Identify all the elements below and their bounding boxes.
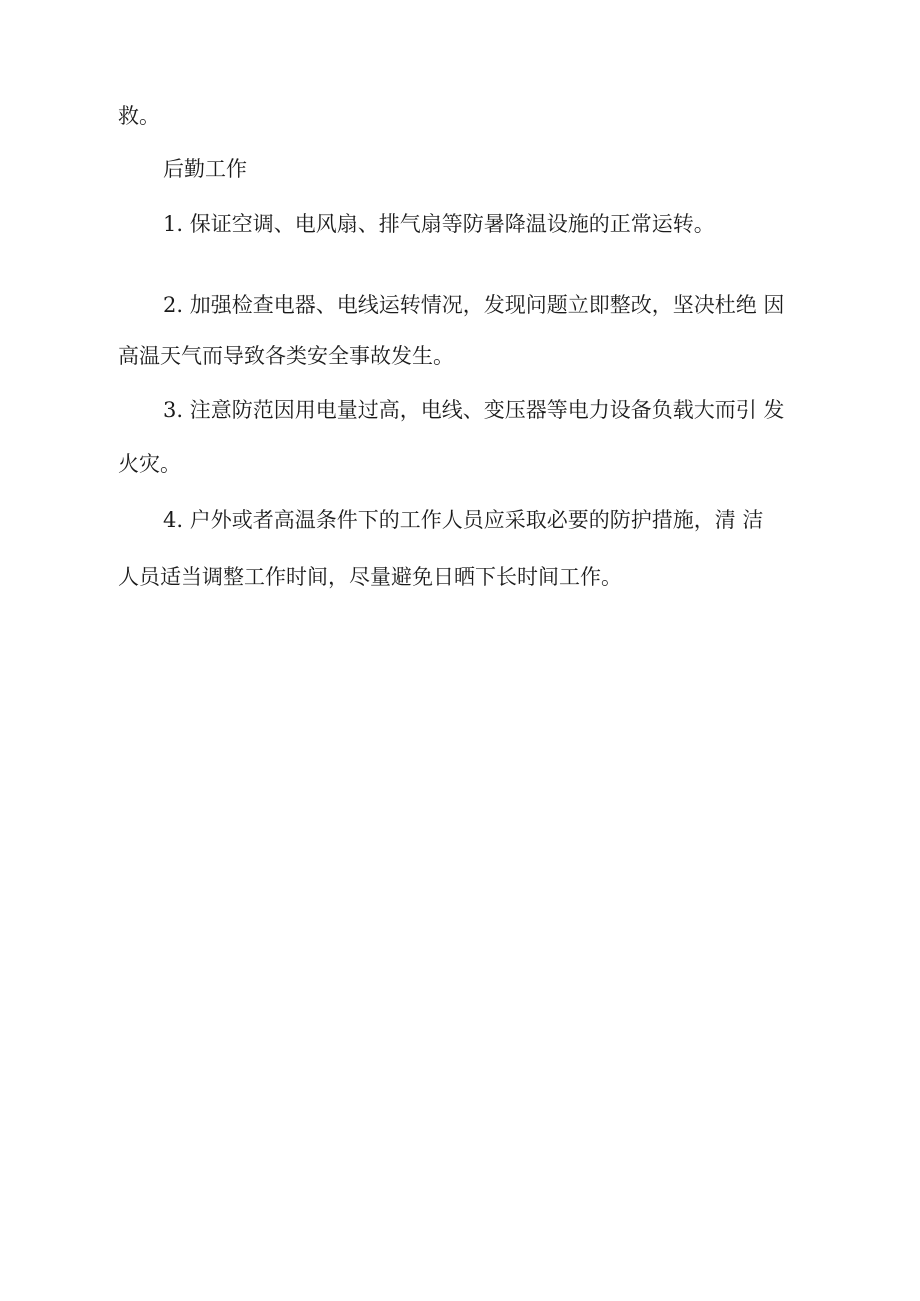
list-item-2: 2. 加强检查电器、电线运转情况，发现问题立即整改，坚决杜绝 因 [163,293,785,317]
list-item-4-continuation: 人员适当调整工作时间，尽量避免日晒下长时间工作。 [118,565,622,589]
list-item-2-continuation: 高温天气而导致各类安全事故发生。 [118,344,454,368]
list-item-3-continuation: 火灾。 [118,452,181,476]
text-line-continuation: 救。 [118,104,160,128]
list-item-4: 4. 户外或者高温条件下的工作人员应采取必要的防护措施，清 洁 [163,508,764,532]
list-item-1: 1. 保证空调、电风扇、排气扇等防暑降温设施的正常运转。 [163,212,715,236]
list-item-3: 3. 注意防范因用电量过高，电线、变压器等电力设备负载大而引 发 [163,398,785,422]
section-heading: 后勤工作 [163,157,247,181]
